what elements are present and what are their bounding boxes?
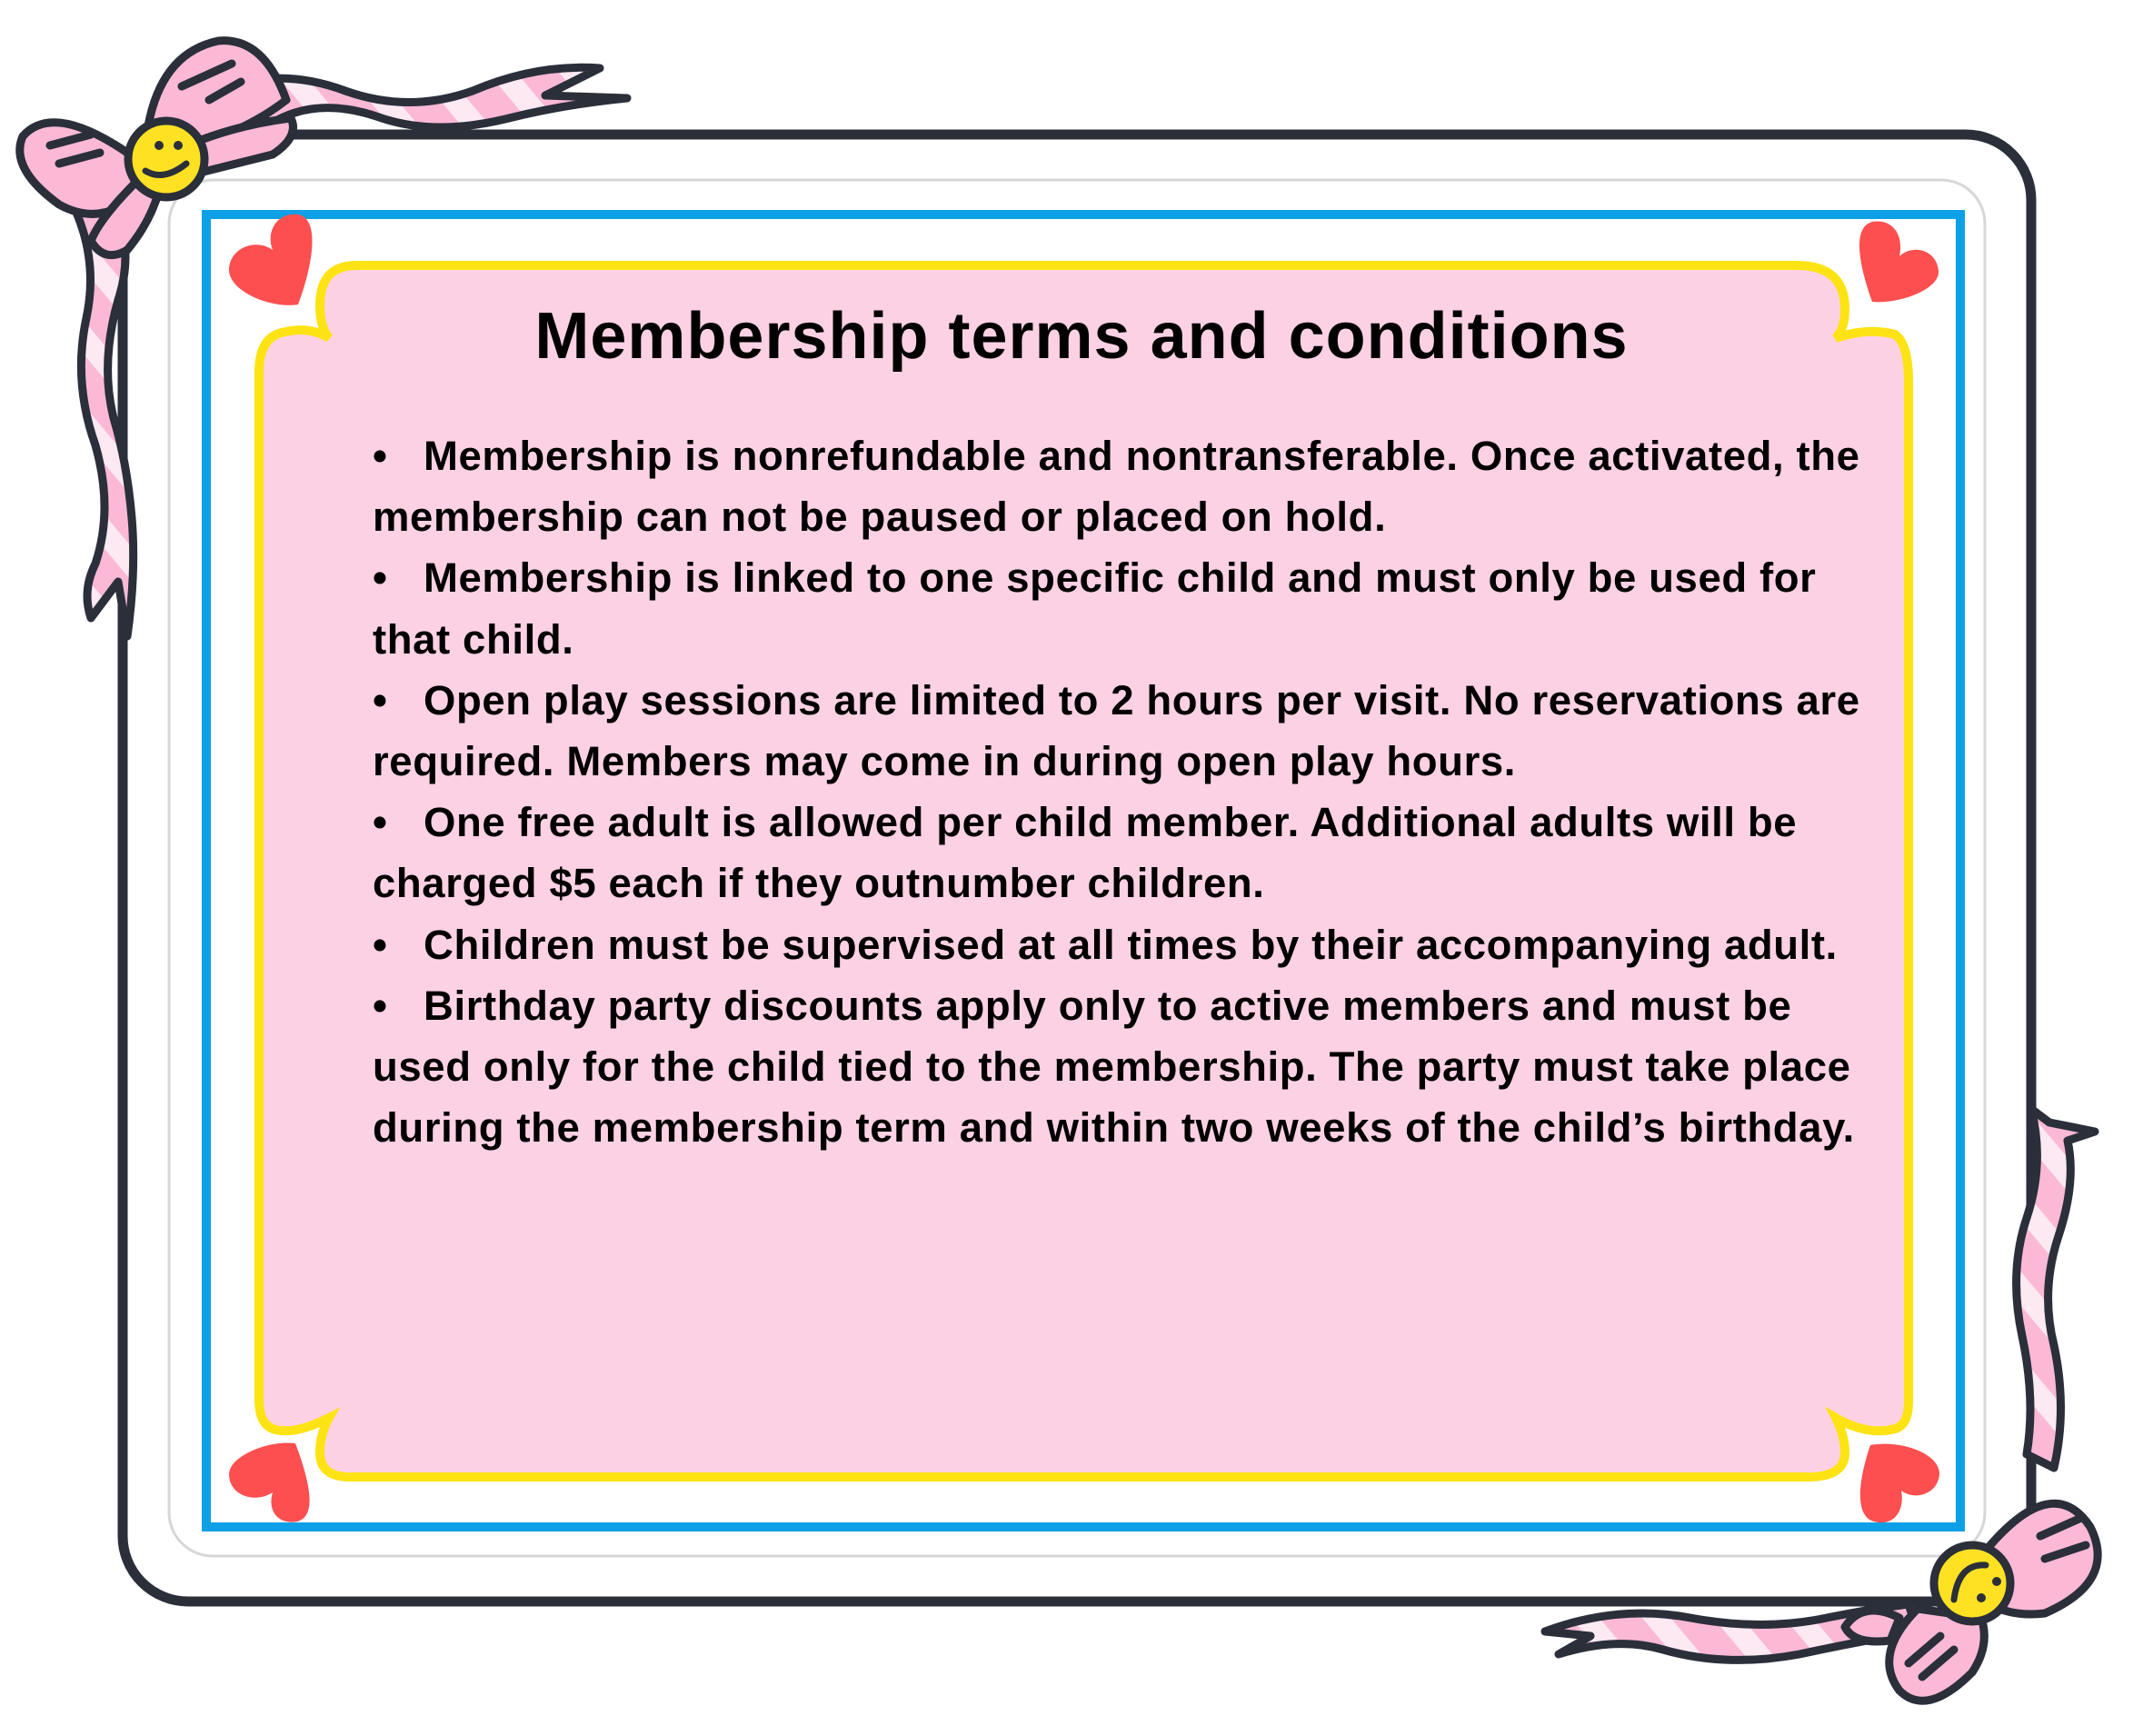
page-title: Membership terms and conditions [534, 300, 1629, 373]
list-item [373, 792, 1881, 913]
bullet-icon: • [373, 921, 388, 968]
list-item [373, 425, 1881, 547]
term-text: Open play sessions are limited to 2 hours per visit. No reservations are required. Members may come in during open play hours. [373, 676, 1860, 785]
bullet-icon: • [373, 982, 388, 1029]
bullet-icon: • [373, 676, 388, 723]
list-item [373, 914, 1881, 975]
terms-card [264, 273, 1899, 1454]
term-text: Membership is nonrefundable and nontransferable. Once activated, the membership can not be paused or placed on hold. [373, 433, 1860, 541]
list-item [373, 547, 1881, 669]
smiley-face-icon [1934, 1545, 2010, 1621]
term-text: Membership is linked to one specific child and must only be used for that child. [373, 554, 1817, 663]
term-text: One free adult is allowed per child member. Additional adults will be charged $5 each if they outnumber children. [373, 799, 1798, 907]
bullet-icon: • [373, 433, 388, 479]
bullet-icon: • [373, 554, 388, 602]
term-text: Children must be supervised at all times by their accompanying adult. [424, 921, 1838, 968]
term-text: Birthday party discounts apply only to active members and must be used only for the child tied to the membership. The party must take place during the membership term and within two weeks of the child’s birthday. [373, 982, 1855, 1152]
terms-list [373, 425, 1881, 1158]
smiley-face-icon [128, 121, 204, 197]
bullet-icon: • [373, 799, 388, 846]
list-item [373, 670, 1881, 792]
list-item [373, 975, 1881, 1159]
